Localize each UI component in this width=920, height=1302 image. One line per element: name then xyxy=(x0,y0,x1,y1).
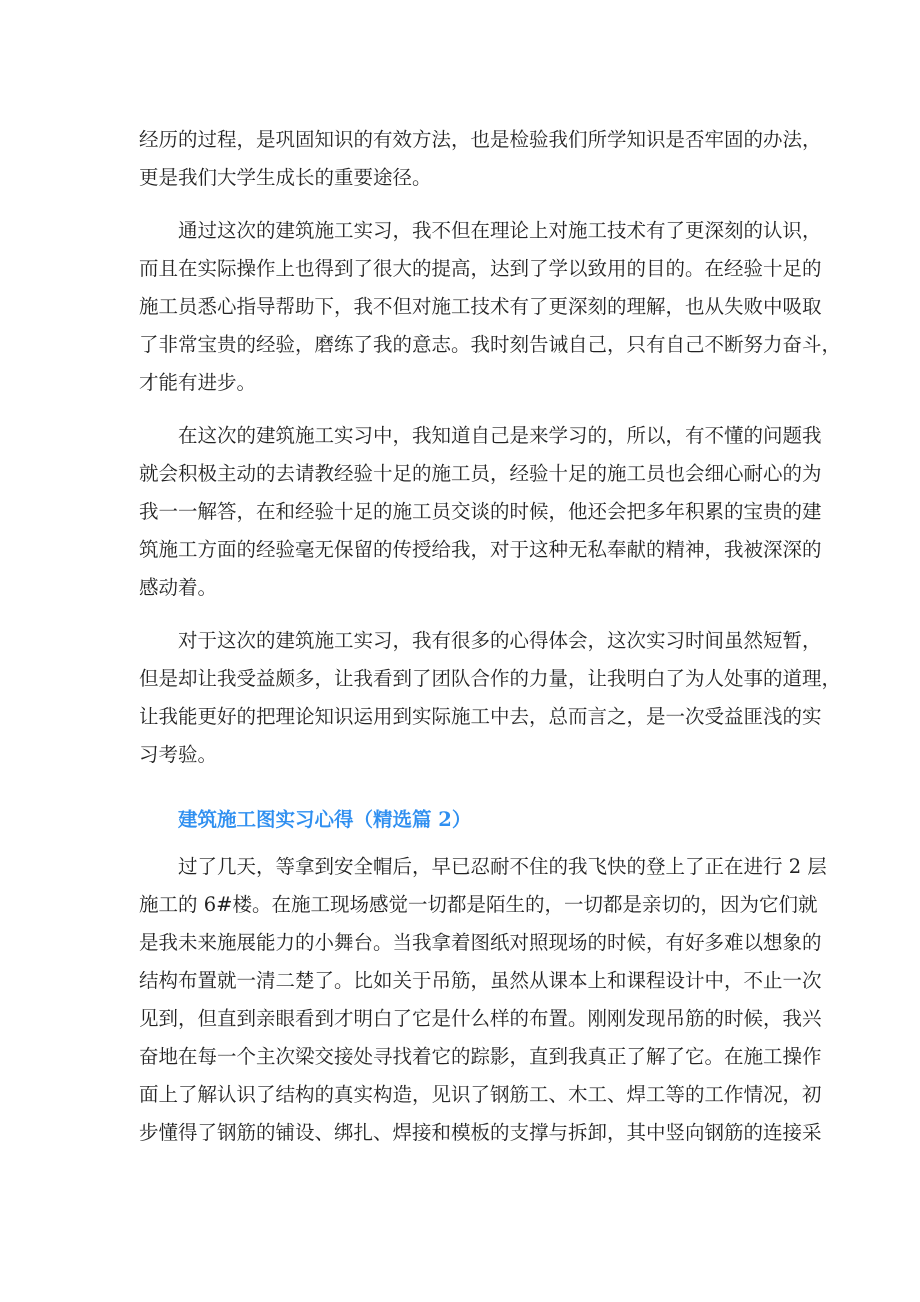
text-line: 在这次的建筑施工实习中，我知道自己是来学习的，所以，有不懂的问题我 xyxy=(178,424,822,447)
text-line: 过了几天，等拿到安全帽后，早已忍耐不住的我飞快的登上了正在进行 2 层 xyxy=(178,855,827,878)
text-line: 见到，但直到亲眼看到才明白了它是什么样的布置。刚刚发现吊筋的时候，我兴 xyxy=(139,1007,822,1030)
text-line: 结构布置就一清二楚了。比如关于吊筋，虽然从课本上和课程设计中，不止一次 xyxy=(139,969,822,992)
text-line: 施工员悉心指导帮助下，我不但对施工技术有了更深刻的理解，也从失败中吸取 xyxy=(139,295,822,318)
text-line: 是我未来施展能力的小舞台。当我拿着图纸对照现场的时候，有好多难以想象的 xyxy=(139,931,822,954)
paragraph-2 xyxy=(139,212,842,402)
section-paragraph xyxy=(139,848,827,1152)
text-line: 让我能更好的把理论知识运用到实际施工中去，总而言之，是一次受益匪浅的实 xyxy=(139,705,822,728)
text-line: 但是却让我受益颇多，让我看到了团队合作的力量，让我明白了为人处事的道理， xyxy=(139,667,842,690)
text-line: 对于这次的建筑施工实习，我有很多的心得体会，这次实习时间虽然短暂， xyxy=(178,629,822,652)
text-line: 就会积极主动的去请教经验十足的施工员，经验十足的施工员也会细心耐心的为 xyxy=(139,462,822,485)
text-line: 通过这次的建筑施工实习，我不但在理论上对施工技术有了更深刻的认识， xyxy=(178,219,822,242)
text-line: 感动着。 xyxy=(139,576,218,599)
text-line: 经历的过程，是巩固知识的有效方法，也是检验我们所学知识是否牢固的办法， xyxy=(139,128,822,151)
text-line: 施工的 6#楼。在施工现场感觉一切都是陌生的，一切都是亲切的，因为它们就 xyxy=(139,893,818,916)
text-line: 奋地在每一个主次梁交接处寻找着它的踪影，直到我真正了解了它。在施工操作 xyxy=(139,1045,822,1068)
text-line: 步懂得了钢筋的铺设、绑扎、焊接和模板的支撑与拆卸，其中竖向钢筋的连接采 xyxy=(139,1121,822,1144)
text-line: 了非常宝贵的经验，磨练了我的意志。我时刻告诫自己，只有自己不断努力奋斗， xyxy=(139,333,842,356)
paragraph-1 xyxy=(139,121,822,197)
text-line: 面上了解认识了结构的真实构造，见识了钢筋工、木工、焊工等的工作情况，初 xyxy=(139,1083,822,1106)
section-heading: 建筑施工图实习心得（精选篇 2） xyxy=(178,808,472,831)
text-line: 筑施工方面的经验毫无保留的传授给我，对于这种无私奉献的精神，我被深深的 xyxy=(139,538,822,561)
text-line: 习考验。 xyxy=(139,743,218,766)
text-line: 更是我们大学生成长的重要途径。 xyxy=(139,166,432,189)
paragraph-3 xyxy=(139,417,822,607)
paragraph-4 xyxy=(139,622,842,774)
text-line: 才能有进步。 xyxy=(139,371,257,394)
text-line: 我一一解答，在和经验十足的施工员交谈的时候，他还会把多年积累的宝贵的建 xyxy=(139,500,822,523)
text-line: 而且在实际操作上也得到了很大的提高，达到了学以致用的目的。在经验十足的 xyxy=(139,257,822,280)
